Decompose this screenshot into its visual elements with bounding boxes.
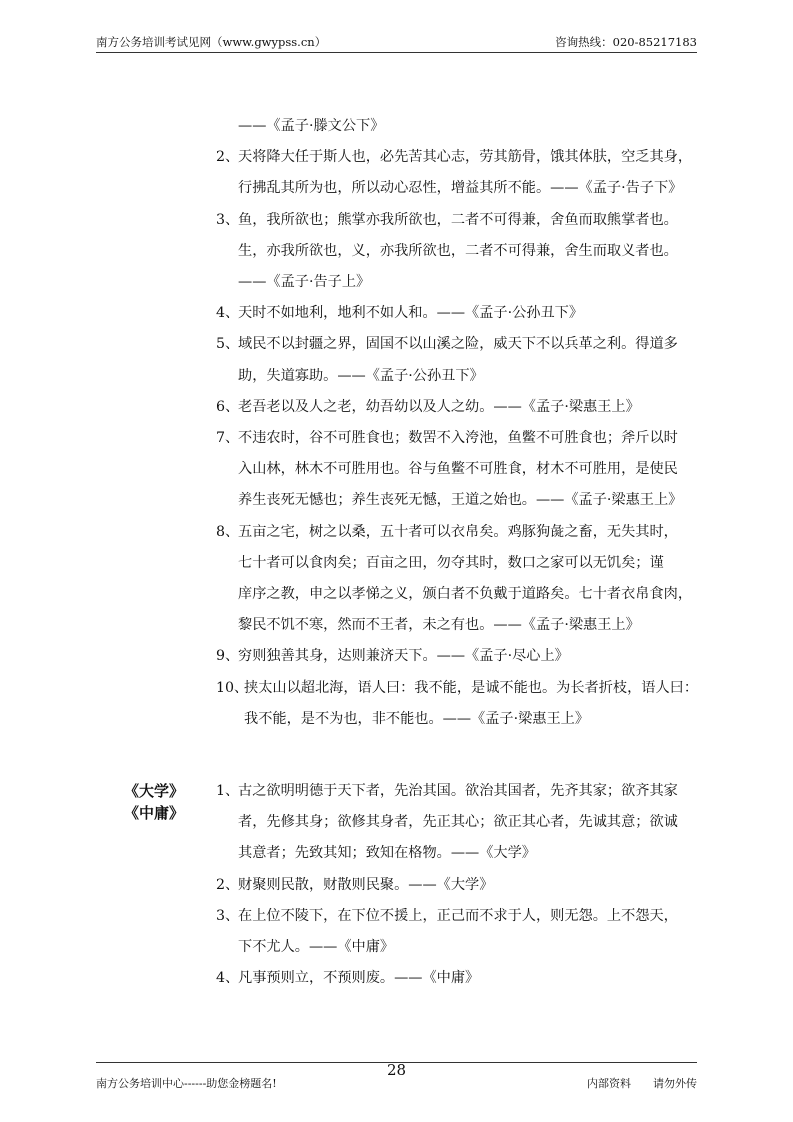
quote-line: 不违农时，谷不可胜食也；数罟不入洿池，鱼鳖不可胜食也；斧斤以时 (238, 430, 678, 446)
item-number: 4、 (216, 970, 240, 987)
quote-line: 下不尤人。——《中庸》 (238, 939, 395, 955)
quote-line: 行拂乱其所为也，所以动心忍性，增益其所不能。——《孟子·告子下》 (238, 180, 683, 197)
quote-line: 天将降大任于斯人也，必先苦其心志，劳其筋骨，饿其体肤，空乏其身， (238, 149, 693, 166)
quote-line: 养生丧死无憾也；养生丧死无憾，王道之始也。——《孟子·梁惠王上》 (238, 492, 683, 509)
item-number: 9、 (216, 648, 240, 665)
quote-line: 生，亦我所欲也，义，亦我所欲也，二者不可得兼，舍生而取义者也。 (238, 242, 678, 259)
quote-line: 在上位不陵下，在下位不援上，正己而不求于人，则无怨。上不怨天， (238, 907, 678, 924)
quote-line: 入山林，林木不可胜用也。谷与鱼鳖不可胜食，材木不可胜用，是使民 (238, 461, 678, 478)
item-number: 8、 (216, 523, 240, 540)
item-number: 7、 (216, 430, 240, 446)
quote-line: 七十者可以食肉矣；百亩之田，勿夺其时，数口之家可以无饥矣；谨 (238, 554, 664, 571)
quote-line: 庠序之教，申之以孝悌之义，颁白者不负戴于道路矣。七十者衣帛食肉， (238, 586, 693, 602)
quote-line: 鱼，我所欲也；熊掌亦我所欲也，二者不可得兼，舍鱼而取熊掌者也。 (238, 211, 678, 228)
section-label-zhongyong: 《中庸》 (124, 804, 185, 822)
footer-right-text: 内部资料 请勿外传 (587, 1077, 697, 1090)
page-header (96, 30, 697, 53)
item-number: 5、 (216, 336, 240, 353)
quote-line: 凡事预则立，不预则废。——《中庸》 (238, 970, 480, 987)
footer-left-text: 南方公务培训中心------助您金榜题名! (96, 1077, 277, 1090)
quote-line: 挟太山以超北海，语人曰：我不能，是诚不能也。为长者折枝，语人曰： (244, 679, 699, 696)
item-number: 1、 (216, 783, 240, 799)
item-number: 3、 (216, 907, 240, 924)
item-number: 6、 (216, 398, 240, 415)
page-number: 28 (386, 1061, 407, 1079)
quote-source-line: ——《孟子·滕文公下》 (238, 118, 385, 134)
section-label-daxue: 《大学》 (124, 782, 185, 800)
quote-line: 域民不以封疆之界，固国不以山溪之险，威天下不以兵革之利。得道多 (238, 336, 678, 353)
item-number: 3、 (216, 211, 240, 228)
item-number: 4、 (216, 305, 240, 322)
quote-line: 古之欲明明德于天下者，先治其国。欲治其国者，先齐其家；欲齐其家 (238, 783, 678, 799)
quote-line: 其意者；先致其知；致知在格物。——《大学》 (238, 845, 536, 862)
item-number: 10、 (216, 679, 249, 696)
quote-line: 者，先修其身；欲修其身者，先正其心；欲正其心者，先诚其意；欲诚 (238, 814, 678, 831)
quote-line: 我不能，是不为也，非不能也。——《孟子·梁惠王上》 (244, 710, 590, 727)
page-footer (96, 1062, 697, 1091)
item-number: 2、 (216, 149, 240, 166)
quote-line: 天时不如地利，地利不如人和。——《孟子·公孙丑下》 (238, 305, 584, 322)
item-number: 2、 (216, 876, 240, 893)
quote-line: 穷则独善其身，达则兼济天下。——《孟子·尽心上》 (238, 648, 569, 665)
quote-line: 老吾老以及人之老，幼吾幼以及人之幼。——《孟子·梁惠王上》 (238, 398, 640, 415)
quote-line: ——《孟子·告子上》 (238, 274, 371, 290)
header-left-text: 南方公务培训考试见网（www.gwypss.cn） (96, 35, 327, 49)
quote-line: 助，失道寡助。——《孟子·公孙丑下》 (238, 367, 484, 384)
quote-line: 五亩之宅，树之以桑，五十者可以衣帛矣。鸡豚狗彘之畜，无失其时， (238, 523, 678, 540)
header-hotline-text: 咨询热线：020-85217183 (555, 35, 697, 49)
quote-line: 财聚则民散，财散则民聚。——《大学》 (238, 876, 494, 893)
quote-line: 黎民不饥不寒，然而不王者，未之有也。——《孟子·梁惠王上》 (238, 617, 640, 634)
